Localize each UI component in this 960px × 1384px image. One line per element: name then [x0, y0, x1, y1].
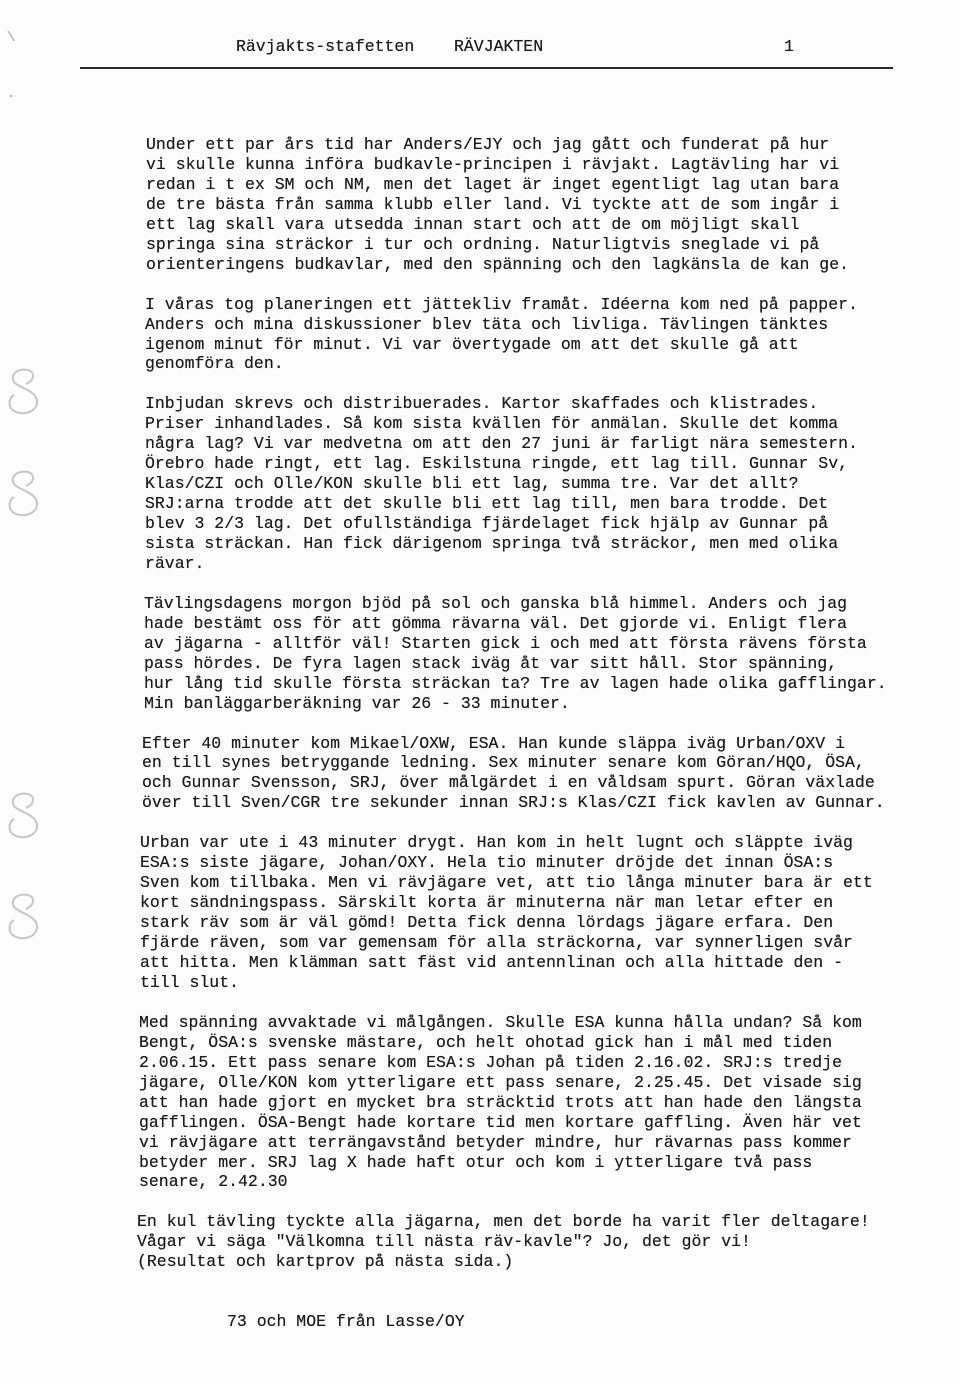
paragraph-intro: Under ett par års tid har Anders/EJY och jag gått och funderat på hur vi skulle kunna införa budkavle-principen i rävjakt. Lagtävling har vi redan i t ex SM och NM, men det laget är inget egentligt lag utan bara de tre bästa från samma klubb eller land. Vi tyckte att de som ingår i ett lag skall vara utsedda innan start och att de om möjligt skall springa sina sträckor i tur och ordning. Naturligtvis sneglade vi på orienteringens budkavlar, med den spänning och den lagkänsla de kan ge. [146, 135, 850, 274]
scan-speck [8, 31, 14, 41]
header-title: Rävjakts-stafetten [236, 37, 415, 56]
paragraph-invitation: Inbjudan skrevs och distribuerades. Kartor skaffades och klistrades. Priser inhandlades. Så kom sista kvällen för anmälan. Skulle det komma några lag? Vi var medvetna om att den 27 juni är farligt nära semestern. Örebro hade ringt, ett lag. Eskilstuna ringde, ett lag till. Gunnar Sv, Klas/CZI och Olle/KON skulle bli ett lag, summa tre. Var det allt? SRJ:arna trodde att det skulle bli ett lag till, men bara trodde. Det blev 3 2/3 lag. Det ofullständiga fjärdelaget fick hjälp av Gunnar på sista sträckan. Han fick därigenom springa två sträckor, men med olika rävar. [145, 394, 858, 573]
paragraph-second-leg: Urban var ute i 43 minuter drygt. Han kom in helt lugnt och släppte iväg ESA:s siste jägare, Johan/OXY. Hela tio minuter dröjde det innan ÖSA:s Sven kom tillbaka. Men vi rävjägare vet, att tio långa minuter bara är ett kort sändningspass. Särskilt korta är minuterna när man letar efter en stark räv som är väl gömd! Detta fick denna lördags jägare erfara. Den fjärde räven, som var gemensam för alla sträckorna, var synnerligen svår att hitta. Men klämman satt fäst vid antennlinan och alla hittade den - till slut. [140, 833, 873, 992]
paragraph-race-morning: Tävlingsdagens morgon bjöd på sol och ganska blå himmel. Anders och jag hade bestämt oss för att gömma rävarna väl. Det gjorde vi. Enligt flera av jägarna - alltför väl! Starten gick i och med att första rävens första pass hördes. De fyra lagen stack iväg åt var sitt håll. Stor spänning, hur lång tid skulle första sträckan ta? Tre av lagen hade olika gafflingar. Min banläggarberäkning var 26 - 33 minuter. [144, 593, 887, 713]
scan-speck [10, 95, 13, 98]
paragraph-planning: I våras tog planeringen ett jättekliv framåt. Idéerna kom ned på papper. Anders och mina diskussioner blev täta och livliga. Tävlingen tänktes igenom minut för minut. Vi var övertygade om att det skulle gå att genomföra den. [145, 294, 858, 374]
header-rule [80, 67, 893, 69]
page-number: 1 [784, 37, 794, 56]
paragraph-conclusion: En kul tävling tyckte alla jägarna, men det borde ha varit fler deltagare! Vågar vi säga "Välkomna till nästa räv-kavle"? Jo, det gör vi! (Resultat och kartprov på nästa sida.) [137, 1212, 870, 1272]
signature: 73 och MOE från Lasse/OY [227, 1312, 465, 1331]
article-body [0, 135, 960, 1292]
header-publication: RÄVJAKTEN [454, 37, 544, 56]
paragraph-first-leg: Efter 40 minuter kom Mikael/OXW, ESA. Han kunde släppa iväg Urban/OXV i en till synes betryggande ledning. Sex minuter senare kom Göran/HQO, ÖSA, och Gunnar Svensson, SRJ, över målgärdet i en våldsam spurt. Göran växlade över till Sven/CGR tre sekunder innan SRJ:s Klas/CZI fick kavlen av Gunnar. [142, 733, 885, 813]
paragraph-finish: Med spänning avvaktade vi målgången. Skulle ESA kunna hålla undan? Så kom Bengt, ÖSA:s svenske mästare, och helt ohotad gick han i mål med tiden 2.06.15. Ett pass senare kom ESA:s Johan på tiden 2.16.02. SRJ:s tredje jägare, Olle/KON kom ytterligare ett pass senare, 2.25.45. Det visade sig att han hade gjort en mycket bra sträcktid trots att han hade den längsta gafflingen. ÖSA-Bengt hade kortare tid men kortare gaffling. Även här vet vi rävjägare att terrängavstånd betyder mindre, hur rävarnas pass kommer betyder mer. SRJ lag X hade haft otur och kom i ytterligare två pass senare, 2.42.30 [139, 1012, 862, 1192]
